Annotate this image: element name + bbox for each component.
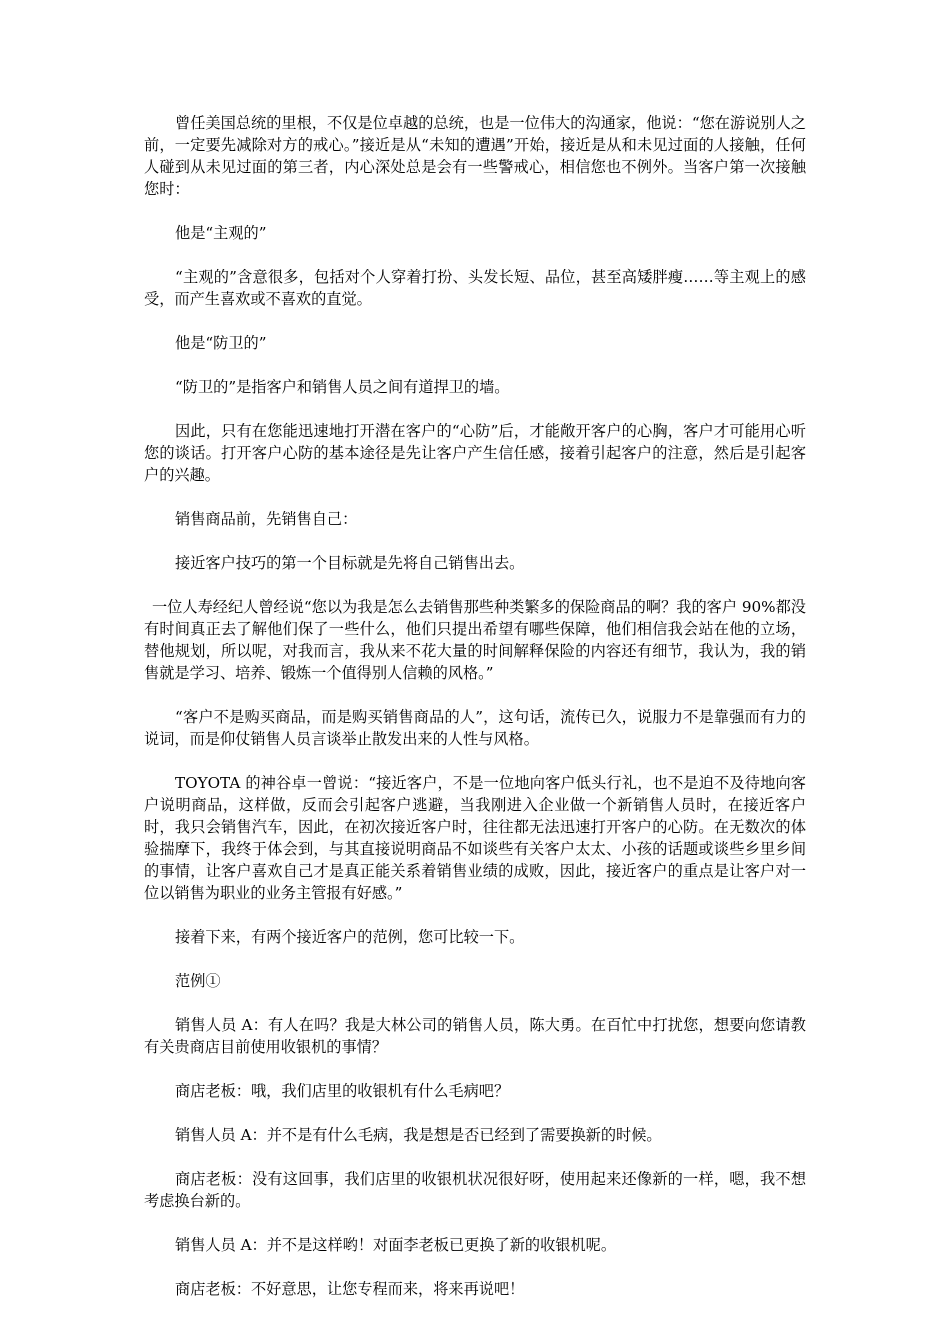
dialogue-line-owner-3: 商店老板：不好意思，让您专程而来，将来再说吧！: [175, 1280, 525, 1298]
paragraph-sell-yourself-heading: 销售商品前，先销售自己：: [175, 510, 358, 528]
paragraph-subjective-detail: “主观的”含意很多，包括对个人穿着打扮、头发长短、品位，甚至高矮胖瘦……等主观上的感受，而产生喜欢或不喜欢的直觉。: [144, 268, 806, 308]
dialogue-line-owner-2: 商店老板：没有这回事，我们店里的收银机状况很好呀，使用起来还像新的一样，嗯，我不想考虑换台新的。: [144, 1170, 806, 1210]
paragraph-reagan-quote: 曾任美国总统的里根，不仅是位卓越的总统，也是一位伟大的沟通家，他说：“您在游说别人之前，一定要先减除对方的戒心。”接近是从“未知的遭遇”开始，接近是从和未见过面的人接触，任何人碰到从未见过面的第三者，内心深处总是会有一些警戒心，相信您也不例外。当客户第一次接触您时：: [144, 114, 806, 198]
dialogue-line-salesperson-3: 销售人员 A：并不是这样哟！对面李老板已更换了新的收银机呢。: [175, 1236, 617, 1254]
paragraph-first-goal: 接近客户技巧的第一个目标就是先将自己销售出去。: [175, 554, 525, 572]
paragraph-insurance-agent: 一位人寿经纪人曾经说“您以为我是怎么去销售那些种类繁多的保险商品的啊？我的客户 90%都没有时间真正去了解他们保了一些什么，他们只提出希望有哪些保障，他们相信我会站在他的立场，替他规划，所以呢，对我而言，我从来不花大量的时间解释保险的内容还有细节，我认为，我的销售就是学习、培养、锻炼一个值得别人信赖的风格。”: [144, 598, 806, 682]
dialogue-line-salesperson-1: 销售人员 A：有人在吗？我是大林公司的销售人员，陈大勇。在百忙中打扰您，想要向您请教有关贵商店目前使用收银机的事情？: [144, 1016, 806, 1056]
paragraph-two-examples: 接着下来，有两个接近客户的范例，您可比较一下。: [175, 928, 525, 946]
dialogue-line-salesperson-2: 销售人员 A：并不是有什么毛病，我是想是否已经到了需要换新的时候。: [175, 1126, 662, 1144]
paragraph-defensive-heading: 他是“防卫的”: [175, 334, 267, 352]
paragraph-open-heart: 因此，只有在您能迅速地打开潜在客户的“心防”后，才能敞开客户的心胸，客户才可能用心听您的谈话。打开客户心防的基本途径是先让客户产生信任感，接着引起客户的注意，然后是引起客户的兴趣。: [144, 422, 806, 484]
paragraph-buy-the-person: “客户不是购买商品，而是购买销售商品的人”，这句话，流传已久，说服力不是靠强而有力的说词，而是仰仗销售人员言谈举止散发出来的人性与风格。: [144, 708, 806, 748]
dialogue-line-owner-1: 商店老板：哦，我们店里的收银机有什么毛病吧？: [175, 1082, 510, 1100]
paragraph-toyota-quote: TOYOTA 的神谷卓一曾说：“接近客户，不是一位地向客户低头行礼，也不是迫不及待地向客户说明商品，这样做，反而会引起客户逃避，当我刚进入企业做一个新销售人员时，在接近客户时，我只会销售汽车，因此，在初次接近客户时，往往都无法迅速打开客户的心防。在无数次的体验揣摩下，我终于体会到，与其直接说明商品不如谈些有关客户太太、小孩的话题或谈些乡里乡间的事情，让客户喜欢自己才是真正能关系着销售业绩的成败，因此，接近客户的重点是让客户对一位以销售为职业的业务主管报有好感。”: [144, 774, 806, 902]
paragraph-subjective-heading: 他是“主观的”: [175, 224, 267, 242]
document-body: [144, 112, 806, 1322]
paragraph-example-one: 范例①: [175, 972, 221, 990]
paragraph-defensive-detail: “防卫的”是指客户和销售人员之间有道捍卫的墙。: [175, 378, 510, 396]
